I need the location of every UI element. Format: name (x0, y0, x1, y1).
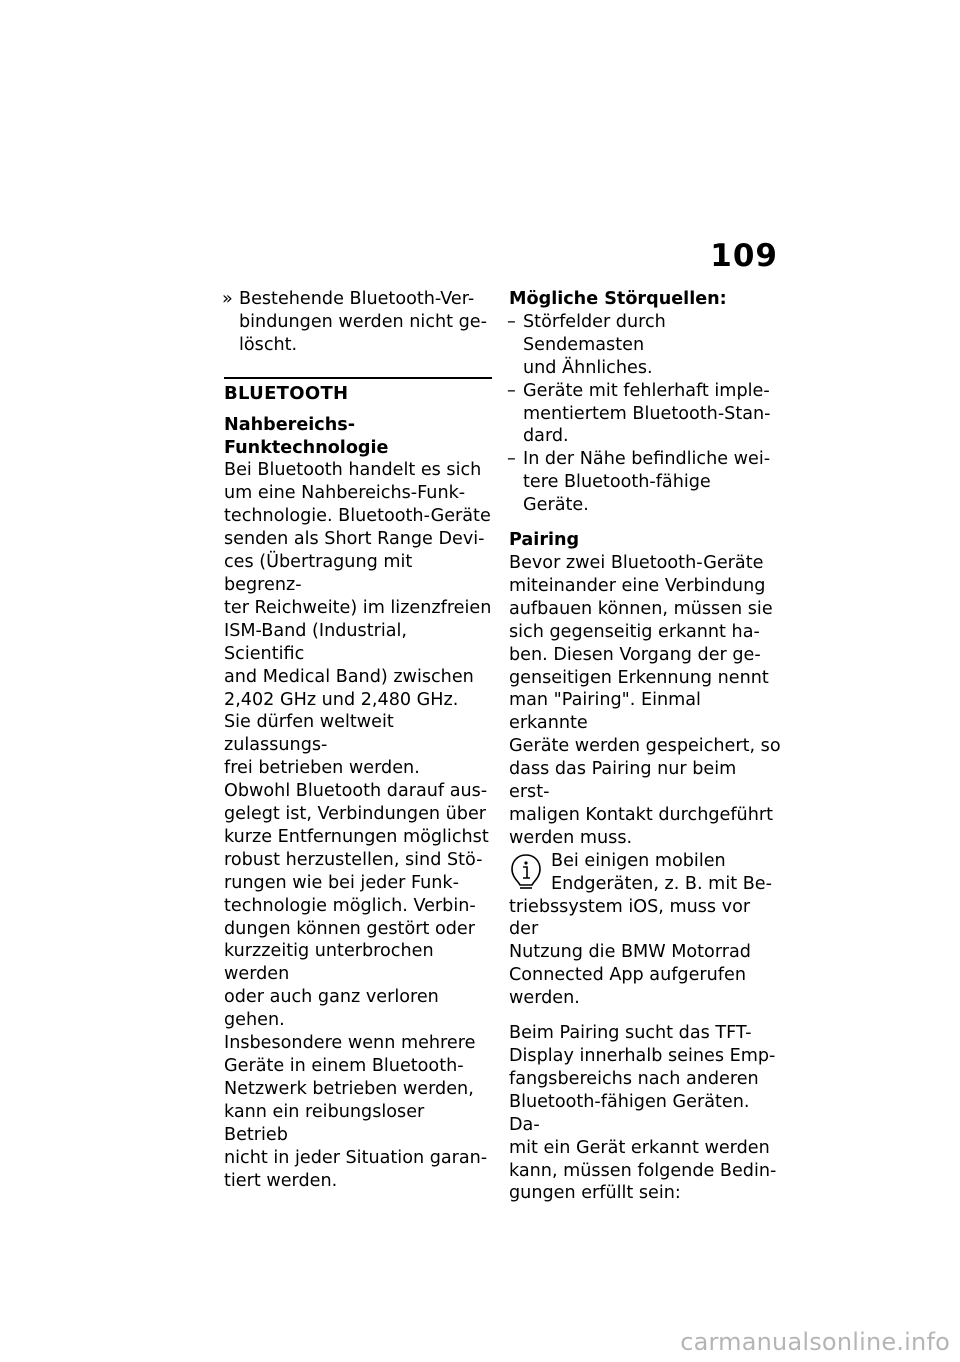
list-item (509, 311, 781, 380)
paragraph: Obwohl Bluetooth darauf aus- gelegt ist, Verbindungen über kurze Entfernungen möglichst robust herzustellen, sind Stö- rungen wie bei jeder Funk- technologie möglich. Verbin- dungen können gestört oder kurzzeitig unterbrochen werden oder auch ganz verloren gehen. Insbesondere wenn mehrere Geräte in einem Bluetooth- Netzwerk betrieben werden, kann ein reibungsloser Betrieb nicht in jeder Situation garan- tiert werden. (224, 781, 489, 1191)
list-item (224, 288, 492, 357)
section-divider (224, 377, 492, 379)
list-item (509, 380, 781, 449)
paragraph: Beim Pairing sucht das TFT- Display innerhalb seines Emp- fangsbereichs nach anderen Bluetooth-fähigen Geräten. Da- mit ein Gerät erkannt werden kann, müssen folgende Bedin- gungen erfüllt sein: (509, 1023, 777, 1204)
dash-mark: – (507, 449, 516, 470)
subheading: Mögliche Störquellen: (509, 289, 727, 309)
subheading: Nahbereichs-Funktechnologie (224, 414, 389, 458)
info-note (509, 850, 781, 1010)
section-title: BLUETOOTH (224, 382, 349, 404)
subheading: Pairing (509, 530, 580, 551)
list-item-text: In der Nähe befindliche wei- tere Bluetooth-fähige Geräte. (523, 449, 771, 516)
info-text: Bei einigen mobilen Endgeräten, z. B. mit Be- triebssystem iOS, muss vor der Nutzung die BMW Motorrad Connected App aufgerufen werden. (509, 850, 772, 1009)
paragraph: Bevor zwei Bluetooth-Geräte miteinander eine Verbindung aufbauen können, müssen sie sich gegenseitig erkannt ha- ben. Diesen Vorgang der ge- genseitigen Erkennung nennt man "Pairing". Einmal erkannte Geräte werden gespeichert, so dass das Pairing nur beim erst- maligen Kontakt durchgeführt werden muss. (509, 552, 781, 848)
list-item-text: Störfelder durch Sendemasten und Ähnliches. (523, 311, 666, 378)
page-number: 109 (710, 238, 778, 274)
right-column (509, 288, 781, 1205)
bullet-text: Bestehende Bluetooth-Ver- bindungen werden nicht ge- löscht. (239, 289, 487, 355)
paragraph: Bei Bluetooth handelt es sich um eine Nahbereichs-Funk- technologie. Bluetooth-Geräte senden als Short Range Devi- ces (Übertragung mit begrenz- ter Reichweite) im lizenzfreien ISM-Band (Industrial, Scientific and Medical Band) zwischen 2,402 GHz und 2,480 GHz. Sie dürfen weltweit zulassungs- frei betrieben werden. (224, 460, 492, 779)
bullet-mark: » (222, 289, 233, 309)
dash-mark: – (507, 380, 516, 401)
dash-list (509, 311, 781, 517)
list-item-text: Geräte mit fehlerhaft imple- mentiertem Bluetooth-Stan- dard. (523, 380, 771, 447)
info-icon (509, 852, 543, 892)
left-column (224, 288, 492, 1192)
dash-mark: – (507, 311, 516, 332)
list-item (509, 448, 781, 517)
watermark: carmanualsonline.info (680, 1328, 950, 1356)
